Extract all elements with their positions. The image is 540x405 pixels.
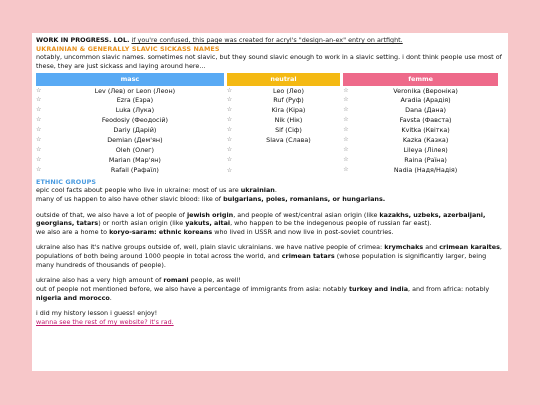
femme-name: Dana (Дана) xyxy=(405,106,446,115)
names-row xyxy=(36,155,498,164)
star-icon: ☆ xyxy=(36,86,42,94)
star-icon: ☆ xyxy=(343,135,349,143)
masc-cell xyxy=(36,106,224,115)
neutral-name: Ruf (Руф) xyxy=(273,96,304,105)
ethnic-heading: ETHNIC GROUPS xyxy=(36,177,97,186)
femme-cell xyxy=(343,126,498,135)
masc-name: Rafail (Рафаїл) xyxy=(110,165,159,174)
bold-text: ukrainian xyxy=(240,186,275,195)
names-row xyxy=(36,87,498,96)
names-row xyxy=(36,106,498,115)
text: who lived in USSR and now live in post-soviet countries. xyxy=(212,227,394,236)
text: epic cool facts about people who live in ukraine: most of us are xyxy=(36,186,241,195)
intro-line xyxy=(36,36,504,45)
neutral-cell xyxy=(227,155,340,164)
masc-name: Demian (Дем'ян) xyxy=(107,135,163,144)
neutral-cell xyxy=(227,126,340,135)
star-icon: ☆ xyxy=(343,116,349,124)
star-icon: ☆ xyxy=(226,135,233,143)
masc-cell xyxy=(36,126,224,135)
star-icon: ☆ xyxy=(36,135,42,143)
masc-name: Oleh (Олег) xyxy=(115,145,154,154)
femme-name: Favsta (Фавста) xyxy=(399,116,452,125)
neutral-cell xyxy=(227,116,340,125)
names-row xyxy=(36,96,498,105)
artfight-link[interactable]: if you're confused, this page was created for acryl's "design-an-ex" entry on artfight. xyxy=(131,36,403,44)
star-icon: ☆ xyxy=(36,106,42,114)
text: and xyxy=(423,243,440,252)
bold-text: crimean karaites xyxy=(439,243,500,252)
names-row xyxy=(36,145,498,154)
femme-header: femme xyxy=(343,73,498,86)
femme-cell xyxy=(343,155,498,164)
website-link[interactable]: wanna see the rest of my website? it's rad. xyxy=(36,317,174,326)
bold-text: koryo-saram: ethnic koreans xyxy=(109,227,213,236)
femme-cell xyxy=(343,116,498,125)
neutral-header: neutral xyxy=(227,73,340,86)
ethnic-p7 xyxy=(36,285,504,302)
masc-name: Luka (Лука) xyxy=(115,106,155,115)
ethnic-p2 xyxy=(36,195,504,204)
text: outside of that, we also have a lot of people of xyxy=(36,210,187,219)
star-icon: ☆ xyxy=(226,106,233,114)
star-icon: ☆ xyxy=(343,106,349,114)
star-icon: ☆ xyxy=(36,145,42,153)
text: we also are a home to xyxy=(36,227,110,236)
star-icon: ☆ xyxy=(226,156,233,164)
masc-cell xyxy=(36,145,224,154)
masc-cell xyxy=(36,166,224,175)
femme-name: Aradia (Арадія) xyxy=(400,96,451,105)
femme-name: Raina (Раїна) xyxy=(404,155,447,164)
content-panel xyxy=(32,33,508,371)
neutral-cell xyxy=(227,136,340,145)
neutral-cell xyxy=(227,87,340,96)
star-icon: ☆ xyxy=(36,165,42,173)
neutral-name: Slava (Слава) xyxy=(266,135,311,144)
neutral-name: Kira (Кіра) xyxy=(271,106,306,115)
femme-name: Veronika (Вероніка) xyxy=(393,86,458,95)
names-row xyxy=(36,136,498,145)
bold-text: nigeria and morocco xyxy=(36,293,110,302)
femme-name: Nadia (Надя/Надія) xyxy=(393,165,458,174)
bold-text: jewish origin xyxy=(186,210,234,219)
star-icon: ☆ xyxy=(36,96,42,104)
star-icon: ☆ xyxy=(36,116,42,124)
star-icon: ☆ xyxy=(226,146,233,154)
text: . xyxy=(274,186,277,195)
bold-text: crimean tatars xyxy=(281,252,335,261)
bold-text: romani xyxy=(163,276,189,285)
text: (whose population is significantly larger, being many hundreds of thousands of people). xyxy=(36,252,487,269)
text: , who happen to be the indegenous people of russian far east). xyxy=(230,219,432,228)
text: ) or north asian origin (like xyxy=(98,219,186,228)
masc-name: Marian (Мар'ян) xyxy=(108,155,161,164)
text: . xyxy=(109,293,112,302)
masc-name: Dariy (Дарій) xyxy=(113,125,157,134)
ethnic-p6 xyxy=(36,276,504,285)
star-icon: ☆ xyxy=(343,86,349,94)
ethnic-p5 xyxy=(36,243,504,269)
masc-name: Ezra (Езра) xyxy=(116,96,154,105)
femme-cell xyxy=(343,106,498,115)
star-icon: ☆ xyxy=(343,145,349,153)
text: , populations of both being around 1000 people in total across the world, and xyxy=(36,243,502,261)
masc-cell xyxy=(36,96,224,105)
names-row xyxy=(36,126,498,135)
names-row xyxy=(36,116,498,125)
text: ukraine also has it's native groups outside of, well, plain slavic ukrainians. we have native people of crimea: xyxy=(36,243,385,252)
femme-cell xyxy=(343,96,498,105)
names-table xyxy=(33,72,501,176)
star-icon: ☆ xyxy=(226,86,233,94)
star-icon: ☆ xyxy=(343,96,349,104)
star-icon: ☆ xyxy=(226,96,233,104)
masc-cell xyxy=(36,116,224,125)
outro-text: i did my history lesson i guess! enjoy! xyxy=(36,309,158,318)
text: many of us happen to also have other slavic blood: like of xyxy=(36,194,224,203)
bold-text: krymchaks xyxy=(384,243,424,252)
names-description: notably, uncommon slavic names. sometimes not slavic, but they sound slavic enough to work in a slavic setting. i dont think people use most of these, they are just sickass and laying around here... xyxy=(36,53,502,70)
text: , and people of west/central asian origin (like xyxy=(233,210,380,219)
text: , and from africa: notably xyxy=(408,285,490,294)
femme-cell xyxy=(343,166,498,175)
star-icon: ☆ xyxy=(36,125,42,133)
masc-cell xyxy=(36,136,224,145)
text: out of people not mentioned before, we also have a percentage of immigrants from asia: notably xyxy=(36,285,349,294)
neutral-cell xyxy=(227,96,340,105)
names-row xyxy=(36,166,498,175)
neutral-name: Nik (Нік) xyxy=(274,116,303,125)
masc-cell xyxy=(36,87,224,96)
neutral-name: Sif (Сіф) xyxy=(275,125,302,134)
neutral-name: Leo (Лео) xyxy=(273,86,304,95)
neutral-cell xyxy=(227,166,340,175)
masc-name: Feodosiy (Феодосій) xyxy=(101,116,168,125)
femme-name: Lileya (Лілея) xyxy=(403,145,448,154)
bold-text: bulgarians, poles, romanians, or hungarians. xyxy=(223,194,386,203)
masc-name: Lev (Лев) or Leon (Леон) xyxy=(94,86,176,95)
names-heading: UKRAINIAN & GENERALLY SLAVIC SICKASS NAMES xyxy=(36,44,220,53)
bold-text: kazakhs, uzbeks, azerbaijani, georgians, tatars xyxy=(36,210,486,228)
text: people, as well! xyxy=(188,276,241,285)
bold-text: turkey and india xyxy=(348,285,409,294)
star-icon: ☆ xyxy=(343,155,349,163)
star-icon: ☆ xyxy=(226,166,233,174)
star-icon: ☆ xyxy=(343,125,349,133)
femme-cell xyxy=(343,145,498,154)
neutral-cell xyxy=(227,145,340,154)
wip-label: WORK IN PROGRESS. LOL. xyxy=(36,36,130,44)
star-icon: ☆ xyxy=(226,125,233,133)
star-icon: ☆ xyxy=(343,165,349,173)
neutral-cell xyxy=(227,106,340,115)
bold-text: yakuts, altai xyxy=(185,219,231,228)
names-table-body xyxy=(36,87,498,175)
masc-header: masc xyxy=(36,73,224,86)
femme-cell xyxy=(343,136,498,145)
star-icon: ☆ xyxy=(226,116,233,124)
ethnic-p1 xyxy=(36,186,504,195)
masc-cell xyxy=(36,155,224,164)
femme-name: Kazka (Казка) xyxy=(402,135,449,144)
femme-cell xyxy=(343,87,498,96)
ethnic-p4 xyxy=(36,228,504,237)
femme-name: Kvitka (Квітка) xyxy=(401,125,450,134)
star-icon: ☆ xyxy=(36,155,42,163)
text: ukraine also has a very high amount of xyxy=(36,276,164,285)
ethnic-p3 xyxy=(36,211,504,228)
